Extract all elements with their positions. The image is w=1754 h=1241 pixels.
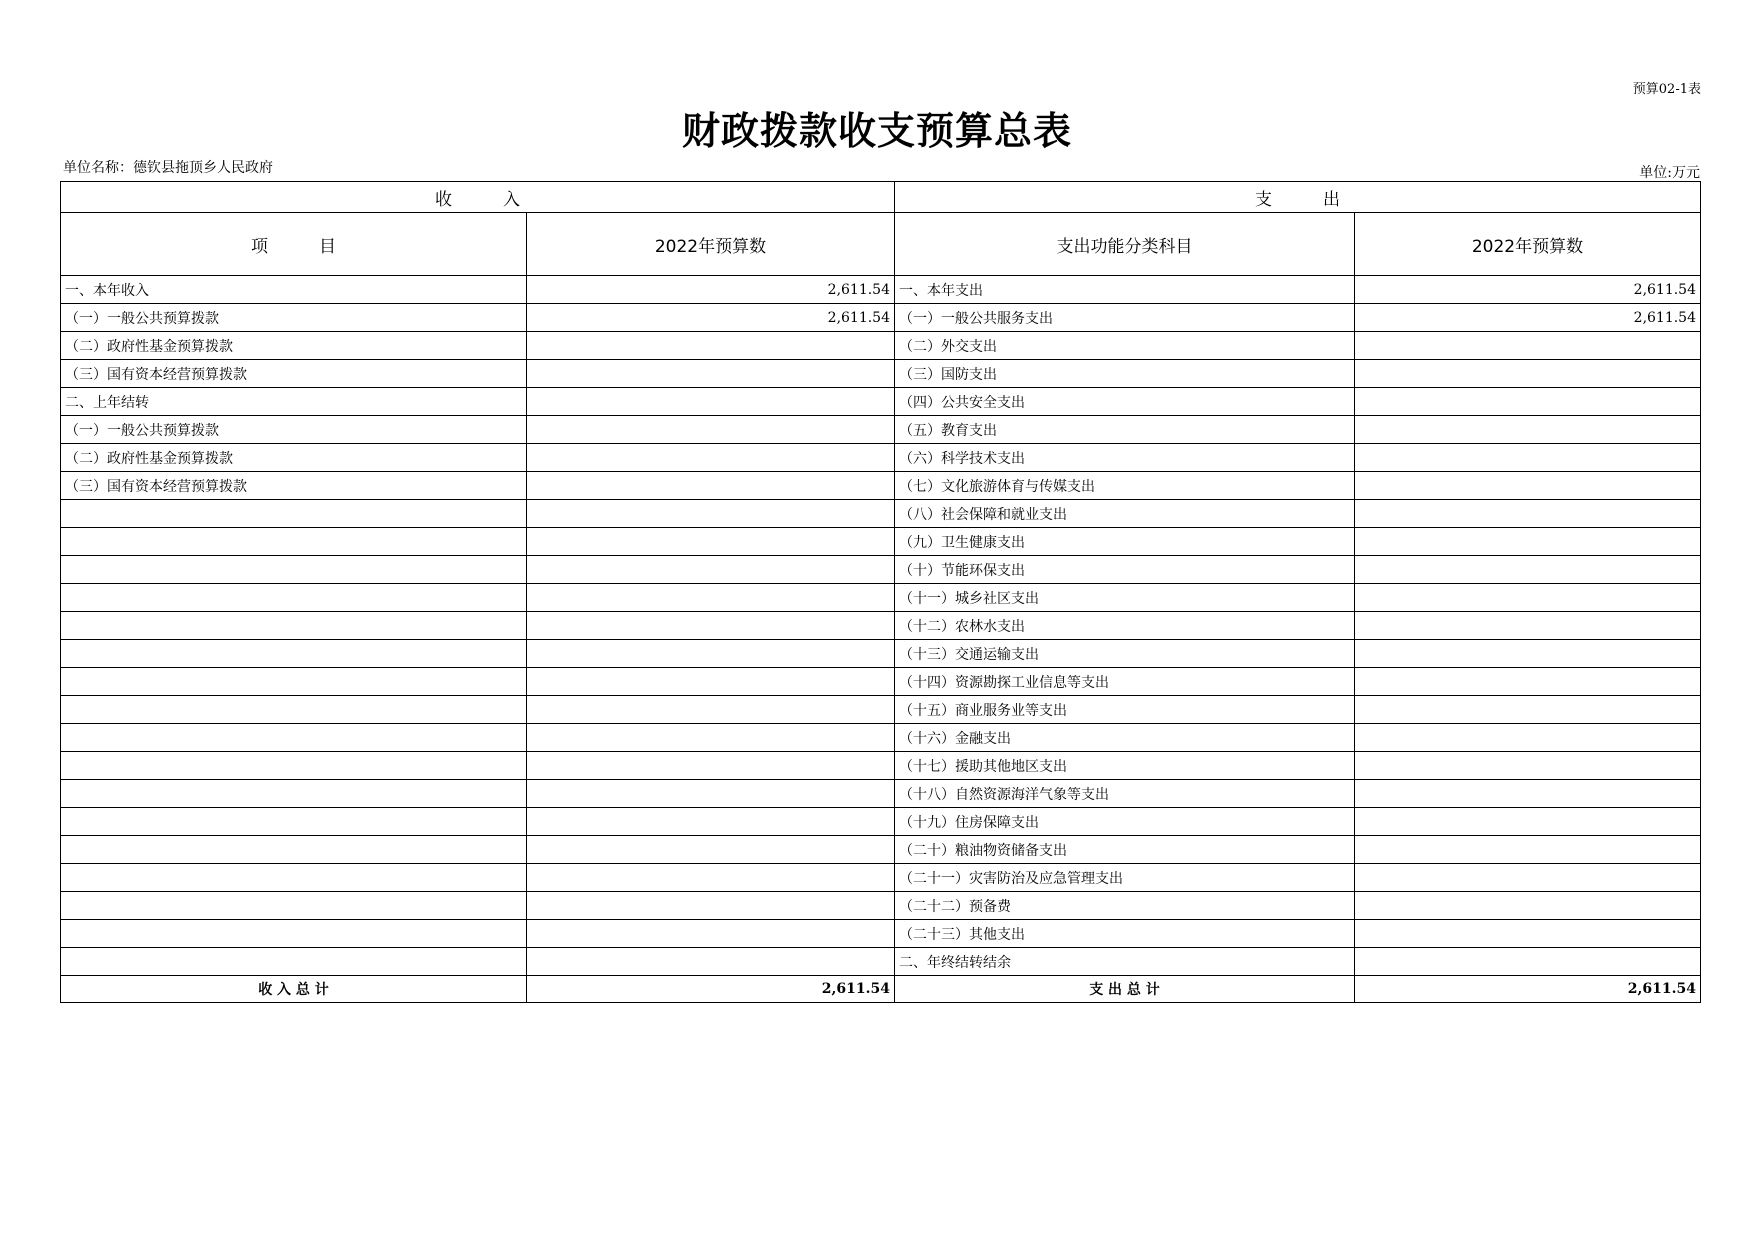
income-item-cell: （二）政府性基金预算拨款: [61, 332, 527, 360]
expense-amount-cell: [1355, 332, 1701, 360]
income-item-cell: [61, 724, 527, 752]
expense-budget-column-header: 2022年预算数: [1355, 213, 1701, 276]
expense-item-cell: （五）教育支出: [895, 416, 1355, 444]
income-item-cell: [61, 920, 527, 948]
expense-amount-cell: [1355, 444, 1701, 472]
income-item-cell: [61, 584, 527, 612]
expense-amount-cell: [1355, 948, 1701, 976]
expense-item-cell: （十七）援助其他地区支出: [895, 752, 1355, 780]
table-row: [61, 332, 1701, 360]
unit-name: 单位名称：德钦县拖顶乡人民政府: [63, 160, 273, 176]
expense-item-cell: （六）科学技术支出: [895, 444, 1355, 472]
income-amount-cell: 2,611.54: [527, 276, 895, 304]
table-row: [61, 500, 1701, 528]
unit-label: 单位:万元: [1639, 165, 1700, 181]
expense-item-cell: （四）公共安全支出: [895, 388, 1355, 416]
table-row: [61, 948, 1701, 976]
table-row: [61, 696, 1701, 724]
table-row: [61, 752, 1701, 780]
expense-item-cell: （二十三）其他支出: [895, 920, 1355, 948]
expense-amount-cell: [1355, 584, 1701, 612]
income-amount-cell: [527, 360, 895, 388]
income-amount-cell: [527, 920, 895, 948]
expense-amount-cell: [1355, 808, 1701, 836]
income-amount-cell: [527, 724, 895, 752]
expense-amount-cell: [1355, 612, 1701, 640]
income-item-cell: 二、上年结转: [61, 388, 527, 416]
expense-item-cell: （十）节能环保支出: [895, 556, 1355, 584]
income-amount-cell: [527, 556, 895, 584]
table-row: [61, 864, 1701, 892]
income-amount-cell: [527, 948, 895, 976]
table-row: [61, 556, 1701, 584]
income-item-cell: [61, 892, 527, 920]
income-amount-cell: [527, 528, 895, 556]
income-total-label: 收 入 总 计: [61, 976, 527, 1003]
expense-amount-cell: [1355, 668, 1701, 696]
income-item-cell: （三）国有资本经营预算拨款: [61, 360, 527, 388]
income-item-cell: 一、本年收入: [61, 276, 527, 304]
income-item-cell: （三）国有资本经营预算拨款: [61, 472, 527, 500]
income-item-cell: （二）政府性基金预算拨款: [61, 444, 527, 472]
income-item-cell: [61, 640, 527, 668]
income-amount-cell: [527, 612, 895, 640]
income-amount-cell: [527, 500, 895, 528]
expense-amount-cell: [1355, 920, 1701, 948]
income-amount-cell: [527, 640, 895, 668]
expense-item-cell: （三）国防支出: [895, 360, 1355, 388]
expense-item-cell: （十四）资源勘探工业信息等支出: [895, 668, 1355, 696]
table-row: [61, 472, 1701, 500]
table-row: [61, 892, 1701, 920]
income-amount-cell: [527, 416, 895, 444]
expense-item-cell: 一、本年支出: [895, 276, 1355, 304]
income-amount-cell: [527, 388, 895, 416]
income-item-cell: [61, 556, 527, 584]
expense-item-cell: （二十）粮油物资储备支出: [895, 836, 1355, 864]
expense-total-amount: 2,611.54: [1355, 976, 1701, 1003]
income-amount-cell: [527, 808, 895, 836]
table-row: [61, 640, 1701, 668]
total-row: [61, 976, 1701, 1003]
table-row: [61, 528, 1701, 556]
income-item-cell: [61, 668, 527, 696]
income-item-cell: [61, 528, 527, 556]
income-item-cell: [61, 780, 527, 808]
expense-item-cell: （十九）住房保障支出: [895, 808, 1355, 836]
expense-item-cell: （九）卫生健康支出: [895, 528, 1355, 556]
expense-amount-cell: 2,611.54: [1355, 304, 1701, 332]
expense-amount-cell: [1355, 360, 1701, 388]
table-row: [61, 724, 1701, 752]
table-row: [61, 360, 1701, 388]
income-item-cell: [61, 612, 527, 640]
expense-item-cell: 二、年终结转结余: [895, 948, 1355, 976]
income-item-cell: [61, 752, 527, 780]
table-row: [61, 444, 1701, 472]
table-row: [61, 584, 1701, 612]
expense-item-cell: （七）文化旅游体育与传媒支出: [895, 472, 1355, 500]
income-item-cell: [61, 500, 527, 528]
expense-item-cell: （十六）金融支出: [895, 724, 1355, 752]
expense-amount-cell: [1355, 388, 1701, 416]
income-item-cell: [61, 808, 527, 836]
expense-item-cell: （一）一般公共服务支出: [895, 304, 1355, 332]
expense-item-cell: （二十二）预备费: [895, 892, 1355, 920]
expense-amount-cell: [1355, 724, 1701, 752]
expense-total-label: 支 出 总 计: [895, 976, 1355, 1003]
income-amount-cell: [527, 752, 895, 780]
page-title: 财政拨款收支预算总表: [681, 108, 1072, 153]
expense-item-cell: （十五）商业服务业等支出: [895, 696, 1355, 724]
expense-item-column-header: 支出功能分类科目: [895, 213, 1355, 276]
income-item-cell: [61, 836, 527, 864]
income-amount-cell: [527, 332, 895, 360]
expense-amount-cell: [1355, 696, 1701, 724]
expense-item-cell: （二十一）灾害防治及应急管理支出: [895, 864, 1355, 892]
income-amount-cell: [527, 892, 895, 920]
expense-amount-cell: [1355, 528, 1701, 556]
table-row: [61, 388, 1701, 416]
expense-amount-cell: [1355, 836, 1701, 864]
column-header-row: [61, 213, 1701, 276]
expense-amount-cell: 2,611.54: [1355, 276, 1701, 304]
expense-amount-cell: [1355, 640, 1701, 668]
form-code: 预算02-1表: [1632, 82, 1701, 97]
income-item-column-header: 项 目: [61, 213, 527, 276]
table-row: [61, 304, 1701, 332]
income-item-cell: [61, 864, 527, 892]
expense-amount-cell: [1355, 864, 1701, 892]
income-amount-cell: 2,611.54: [527, 304, 895, 332]
expense-item-cell: （二）外交支出: [895, 332, 1355, 360]
table-row: [61, 612, 1701, 640]
section-header-row: [61, 182, 1701, 213]
expense-item-cell: （十一）城乡社区支出: [895, 584, 1355, 612]
table-row: [61, 920, 1701, 948]
expense-item-cell: （八）社会保障和就业支出: [895, 500, 1355, 528]
income-amount-cell: [527, 472, 895, 500]
income-amount-cell: [527, 696, 895, 724]
expense-amount-cell: [1355, 416, 1701, 444]
income-amount-cell: [527, 444, 895, 472]
income-item-cell: [61, 948, 527, 976]
table-row: [61, 780, 1701, 808]
expense-amount-cell: [1355, 780, 1701, 808]
income-item-cell: [61, 696, 527, 724]
table-row: [61, 808, 1701, 836]
expense-amount-cell: [1355, 472, 1701, 500]
income-item-cell: （一）一般公共预算拨款: [61, 416, 527, 444]
income-section-header: 收 入: [61, 182, 895, 213]
table-row: [61, 276, 1701, 304]
income-amount-cell: [527, 584, 895, 612]
income-item-cell: （一）一般公共预算拨款: [61, 304, 527, 332]
budget-table: [60, 181, 1701, 1003]
table-row: [61, 836, 1701, 864]
expense-item-cell: （十二）农林水支出: [895, 612, 1355, 640]
income-total-amount: 2,611.54: [527, 976, 895, 1003]
expense-amount-cell: [1355, 556, 1701, 584]
income-amount-cell: [527, 780, 895, 808]
expense-item-cell: （十三）交通运输支出: [895, 640, 1355, 668]
income-budget-column-header: 2022年预算数: [527, 213, 895, 276]
expense-amount-cell: [1355, 500, 1701, 528]
expense-amount-cell: [1355, 892, 1701, 920]
expense-amount-cell: [1355, 752, 1701, 780]
expense-item-cell: （十八）自然资源海洋气象等支出: [895, 780, 1355, 808]
table-row: [61, 416, 1701, 444]
income-amount-cell: [527, 836, 895, 864]
income-amount-cell: [527, 864, 895, 892]
income-amount-cell: [527, 668, 895, 696]
expense-section-header: 支 出: [895, 182, 1701, 213]
table-row: [61, 668, 1701, 696]
